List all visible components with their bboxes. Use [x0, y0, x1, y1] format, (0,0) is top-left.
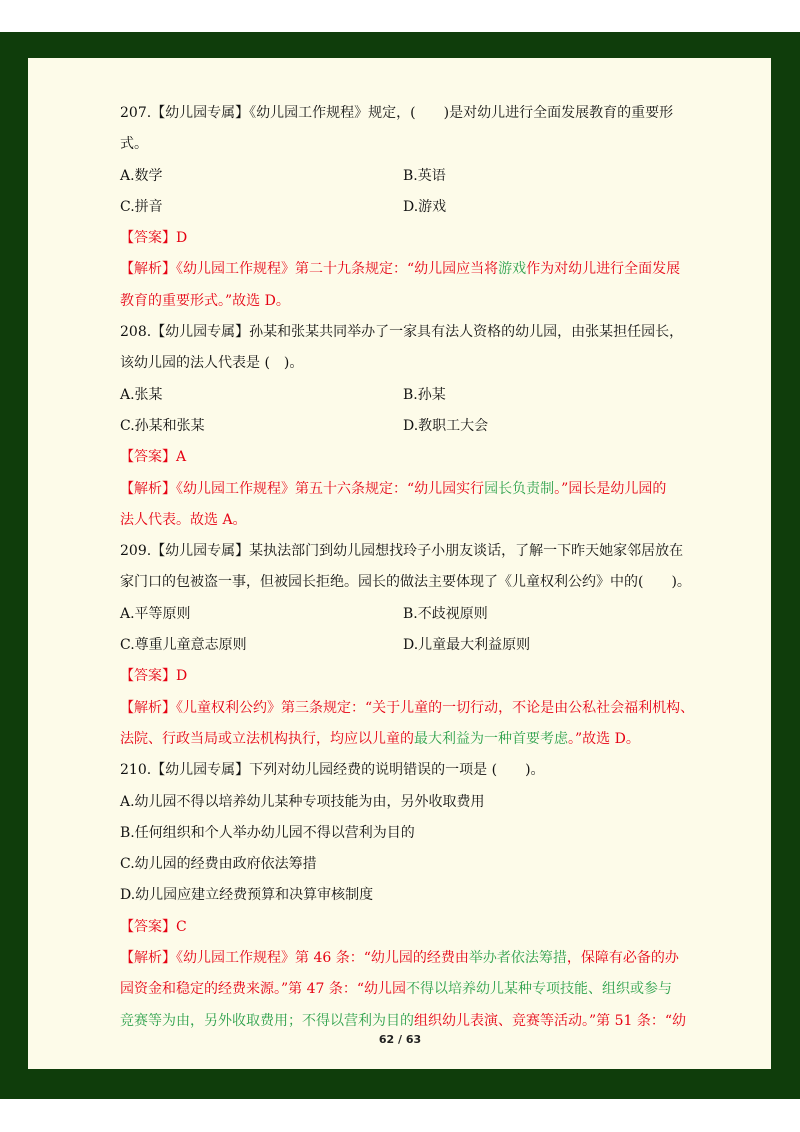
analysis-text: 游戏: [498, 261, 527, 278]
options-row: [120, 411, 690, 442]
question-stem-line: 该幼儿园的法人代表是 ( )。: [120, 355, 304, 372]
options-row: [120, 161, 690, 192]
option: D.幼儿园应建立经费预算和决算审核制度: [120, 887, 374, 904]
option: B.孙某: [403, 386, 446, 403]
question-stem-line: 家门口的包被盗一事，但被园长拒绝。园长的做法主要体现了《儿童权利公约》中的( )。: [120, 574, 691, 591]
question-stem-line: 209.【幼儿园专属】某执法部门到幼儿园想找玲子小朋友谈话，了解一下昨天她家邻居放在: [120, 543, 684, 560]
question-block: [120, 755, 690, 1037]
options-row: [120, 380, 690, 411]
option: B.英语: [403, 167, 446, 184]
answer-line: 【答案】D: [120, 668, 188, 685]
option: A.数学: [120, 167, 163, 184]
analysis-text: 法院、行政当局或立法机构执行，均应以儿童的: [120, 730, 414, 747]
analysis-line: [120, 286, 690, 317]
option: A.幼儿园不得以培养幼儿某种专项技能为由，另外收取费用: [120, 793, 485, 810]
question-stem-line: 210.【幼儿园专属】下列对幼儿园经费的说明错误的一项是 ( )。: [120, 762, 545, 779]
analysis-text: 不得以培养幼儿某种专项技能、组织或参与: [406, 981, 673, 998]
analysis-line: [120, 254, 690, 285]
analysis-line: [120, 943, 690, 974]
options-row: [120, 599, 690, 630]
analysis-line: [120, 974, 690, 1005]
analysis-text: 作为对幼儿进行全面发展: [526, 261, 681, 278]
analysis-text: 园资金和稳定的经费来源。”第 47 条：“幼儿园: [120, 981, 407, 998]
analysis-text: 。”园长是幼儿园的: [554, 480, 667, 497]
option: B.不歧视原则: [403, 605, 488, 622]
options-row: [120, 630, 690, 661]
analysis-text: 教育的重要形式。”故选 D。: [120, 292, 290, 309]
answer-line: 【答案】D: [120, 230, 188, 247]
analysis-text: 组织幼儿表演、竞赛等活动。”第 51 条：“幼: [414, 1012, 687, 1029]
question-stem-line: 207.【幼儿园专属】《幼儿园工作规程》规定，( )是对幼儿进行全面发展教育的重要形: [120, 105, 674, 121]
question-stem-line: 式。: [120, 136, 148, 153]
option: D.儿童最大利益原则: [403, 637, 531, 654]
analysis-text: 【解析】《幼儿园工作规程》第 46 条：“幼儿园的经费由: [120, 950, 469, 967]
analysis-text: 园长负责制: [484, 480, 555, 497]
analysis-line: [120, 505, 690, 536]
option: C.尊重儿童意志原则: [120, 637, 247, 654]
question-block: [120, 98, 690, 317]
page-number: 62 / 63: [378, 1033, 422, 1046]
analysis-text: 【解析】《儿童权利公约》第三条规定：“关于儿童的一切行动，不论是由公私社会福利机构、: [120, 699, 695, 716]
option: B.任何组织和个人举办幼儿园不得以营利为目的: [120, 824, 415, 841]
analysis-text: 。”故选 D。: [568, 730, 640, 747]
analysis-text: 最大利益为一种首要考虑: [414, 730, 568, 747]
analysis-text: 竞赛等为由，另外收取费用；不得以营利为目的: [120, 1012, 414, 1029]
analysis-text: 法人代表。故选 A。: [120, 511, 247, 528]
analysis-text: ，保障有必备的办: [566, 950, 679, 967]
option: D.教职工大会: [403, 417, 489, 434]
option: C.拼音: [120, 198, 163, 215]
question-list: [120, 98, 695, 1037]
analysis-text: 举办者依法筹措: [468, 950, 567, 967]
question-block: [120, 536, 695, 755]
answer-line: 【答案】A: [120, 449, 187, 466]
analysis-line: [120, 724, 690, 755]
question-block: [120, 317, 690, 536]
option: A.平等原则: [120, 605, 191, 622]
option: A.张某: [120, 386, 163, 403]
analysis-text: 【解析】《幼儿园工作规程》第二十九条规定：“幼儿园应当将: [120, 261, 499, 278]
analysis-text: 【解析】《幼儿园工作规程》第五十六条规定：“幼儿园实行: [120, 480, 485, 497]
option: D.游戏: [403, 198, 447, 215]
answer-line: 【答案】C: [120, 918, 187, 935]
option: C.孙某和张某: [120, 417, 205, 434]
options-row: [120, 192, 690, 223]
analysis-line: [120, 693, 695, 724]
option: C.幼儿园的经费由政府依法筹措: [120, 856, 317, 873]
analysis-line: [120, 474, 690, 505]
question-stem-line: 208.【幼儿园专属】孙某和张某共同举办了一家具有法人资格的幼儿园，由张某担任园长，: [120, 324, 684, 341]
